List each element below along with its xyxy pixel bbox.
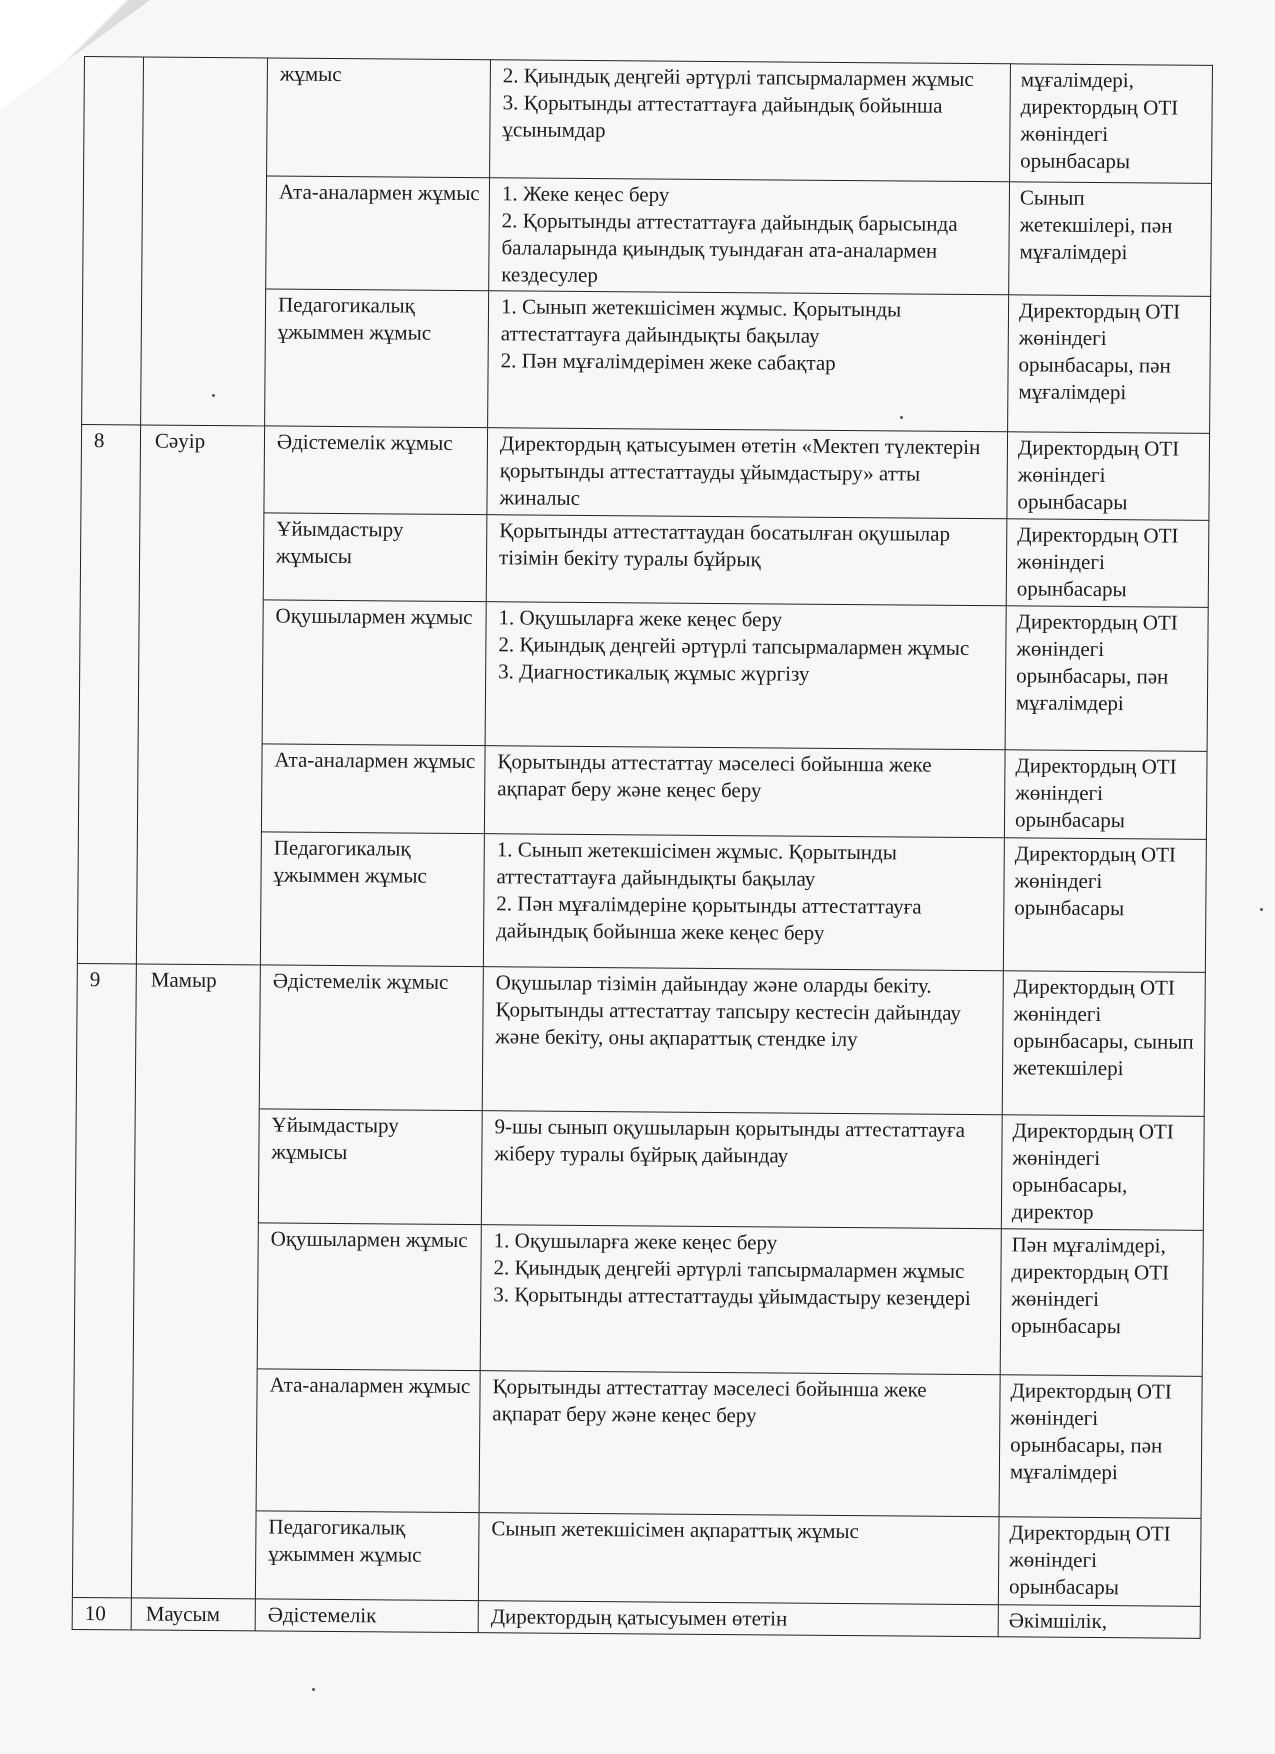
- direction-cell: Педагогикалық ұжыммен жұмыс: [260, 832, 484, 967]
- activity-line: 3. Диагностикалық жұмыс жүргізу: [498, 659, 810, 686]
- direction-cell: Әдістемелік: [255, 1599, 478, 1633]
- month-cell: Сәуір: [136, 425, 264, 965]
- activities-cell: [482, 967, 1003, 1115]
- table-row: [84, 57, 1213, 184]
- work-plan-table: [72, 56, 1213, 1639]
- activity-line: Қорытынды аттестаттау мәселесі бойынша жеке ақпарат беру және кеңес беру: [492, 1374, 927, 1428]
- activity-line: 2. Қорытынды аттестаттауға дайындық барысында балаларында қиындық туындаған ата-аналармен кездесулер: [501, 208, 958, 288]
- activities-cell: [488, 291, 1009, 432]
- direction-cell: Әдістемелік жұмыс: [264, 426, 488, 515]
- activities-cell: [486, 515, 1007, 606]
- activity-line: 1. Сынып жетекшісімен жұмыс. Қорытынды аттестаттауға дайындықты бақылау: [496, 837, 898, 891]
- scan-speck: [312, 1688, 315, 1691]
- activity-line: 3. Қорытынды аттестаттауға дайындық бойынша ұсынымдар: [502, 90, 943, 143]
- responsible-cell: Директордың ОТІ жөніндегі орынбасары: [1004, 750, 1207, 840]
- scan-speck: [900, 416, 903, 419]
- responsible-cell: Әкімшілік,: [998, 1605, 1200, 1639]
- table-row: [76, 963, 1205, 1116]
- responsible-cell: Сынып жетекшілері, пән мұғалімдері: [1009, 182, 1212, 297]
- responsible-cell: Директордың ОТІ жөніндегі орынбасары, пән мұғалімдері: [1005, 606, 1208, 752]
- responsible-cell: Пән мұғалімдері, директордың ОТІ жөніндегі орынбасары: [1000, 1229, 1203, 1377]
- month-cell: Мамыр: [131, 964, 260, 1599]
- direction-cell: Әдістемелік жұмыс: [259, 965, 483, 1111]
- activity-line: Директордың қатысуымен өтетін: [490, 1604, 788, 1631]
- responsible-cell: Директордың ОТІ жөніндегі орынбасары: [1006, 519, 1209, 608]
- activity-line: Сынып жетекшісімен ақпараттық жұмыс: [491, 1516, 860, 1544]
- work-plan-body: [72, 57, 1212, 1639]
- activity-line: 9-шы сынып оқушыларын қорытынды аттестаттауға жіберу туралы бұйрық дайындау: [494, 1114, 966, 1168]
- activity-line: 2. Қиындық деңгейі әртүрлі тапсырмалармен жұмыс: [498, 632, 970, 660]
- activities-cell: [480, 1225, 1001, 1375]
- month-cell: [141, 57, 268, 426]
- responsible-cell: мұғалімдері, директордың ОТІ жөніндегі орынбасары: [1010, 64, 1213, 184]
- activity-line: Қорытынды аттестаттау тапсыру кестесін дайындау және бекіту, оны ақпараттық стендке ілу: [495, 997, 962, 1052]
- direction-cell: Ұйымдастыру жұмысы: [258, 1109, 482, 1225]
- activities-cell: [483, 834, 1004, 971]
- activity-line: 2. Қиындық деңгейі әртүрлі тапсырмалармен жұмыс: [493, 1255, 965, 1283]
- table-row: [81, 424, 1210, 520]
- activities-cell: [478, 1513, 999, 1605]
- activity-line: Оқушылар тізімін дайындау және оларды бекіту.: [495, 970, 932, 998]
- direction-cell: Педагогикалық ұжыммен жұмыс: [255, 1511, 479, 1601]
- activities-cell: [479, 1371, 1000, 1517]
- responsible-cell: Директордың ОТІ жөніндегі орынбасары, сынып жетекшілері: [1002, 971, 1205, 1117]
- responsible-cell: Директордың ОТІ жөніндегі орынбасары, пән мұғалімдері: [999, 1375, 1202, 1519]
- number-cell: 9: [72, 963, 136, 1597]
- activities-cell: [484, 746, 1005, 838]
- scan-speck: [212, 394, 215, 397]
- activity-line: 1. Сынып жетекшісімен жұмыс. Қорытынды аттестаттауға дайындықты бақылау: [500, 294, 902, 348]
- number-cell: 10: [72, 1597, 131, 1629]
- month-cell: Маусым: [131, 1598, 255, 1631]
- direction-cell: жұмыс: [267, 58, 491, 178]
- number-cell: [82, 57, 144, 425]
- activities-cell: [487, 428, 1008, 519]
- direction-cell: Оқушылармен жұмыс: [257, 1223, 481, 1371]
- responsible-cell: Директордың ОТІ жөніндегі орынбасары: [998, 1517, 1201, 1607]
- activity-line: 3. Қорытынды аттестаттауды ұйымдастыру кезеңдері: [493, 1282, 971, 1311]
- scan-speck: [1260, 908, 1263, 911]
- responsible-cell: Директордың ОТІ жөніндегі орынбасары: [1007, 432, 1210, 521]
- number-cell: 8: [77, 424, 140, 963]
- direction-cell: Ата-аналармен жұмыс: [261, 744, 485, 834]
- direction-cell: Ата-аналармен жұмыс: [256, 1369, 480, 1513]
- direction-cell: Ата-аналармен жұмыс: [266, 176, 490, 291]
- activity-line: 2. Пән мұғалімдеріне қорытынды аттестаттауға дайындық бойынша жеке кеңес беру: [496, 891, 922, 945]
- activity-line: Қорытынды аттестаттаудан босатылған оқушылар тізімін бекіту туралы бұйрық: [498, 518, 951, 572]
- activity-line: Қорытынды аттестаттау мәселесі бойынша жеке ақпарат беру және кеңес беру: [497, 749, 932, 803]
- activity-line: 2. Қиындық деңгейі әртүрлі тапсырмалармен жұмыс: [502, 63, 974, 91]
- activity-line: 1. Оқушыларға жеке кеңес беру: [498, 605, 783, 632]
- activity-line: 1. Жеке кеңес беру: [501, 181, 670, 207]
- responsible-cell: Директордың ОТІ жөніндегі орынбасары: [1003, 838, 1206, 973]
- activities-cell: [489, 178, 1010, 295]
- direction-cell: Оқушылармен жұмыс: [262, 600, 486, 746]
- activity-line: 2. Пән мұғалімдерімен жеке сабақтар: [500, 348, 836, 375]
- activity-line: 1. Оқушыларға жеке кеңес беру: [493, 1228, 778, 1255]
- responsible-cell: Директордың ОТІ жөніндегі орынбасары, директор: [1001, 1115, 1204, 1231]
- activities-cell: [478, 1601, 998, 1637]
- direction-cell: Педагогикалық ұжыммен жұмыс: [265, 289, 489, 428]
- activities-cell: [485, 602, 1006, 750]
- responsible-cell: Директордың ОТІ жөніндегі орынбасары, пән мұғалімдері: [1008, 295, 1211, 434]
- direction-cell: Ұйымдастыру жұмысы: [263, 513, 487, 602]
- activity-line: Директордың қатысуымен өтетін «Мектеп түлектерін қорытынды аттестаттауды ұйымдастыру» атты жиналыс: [499, 431, 981, 510]
- activities-cell: [481, 1111, 1002, 1229]
- activities-cell: [490, 60, 1011, 182]
